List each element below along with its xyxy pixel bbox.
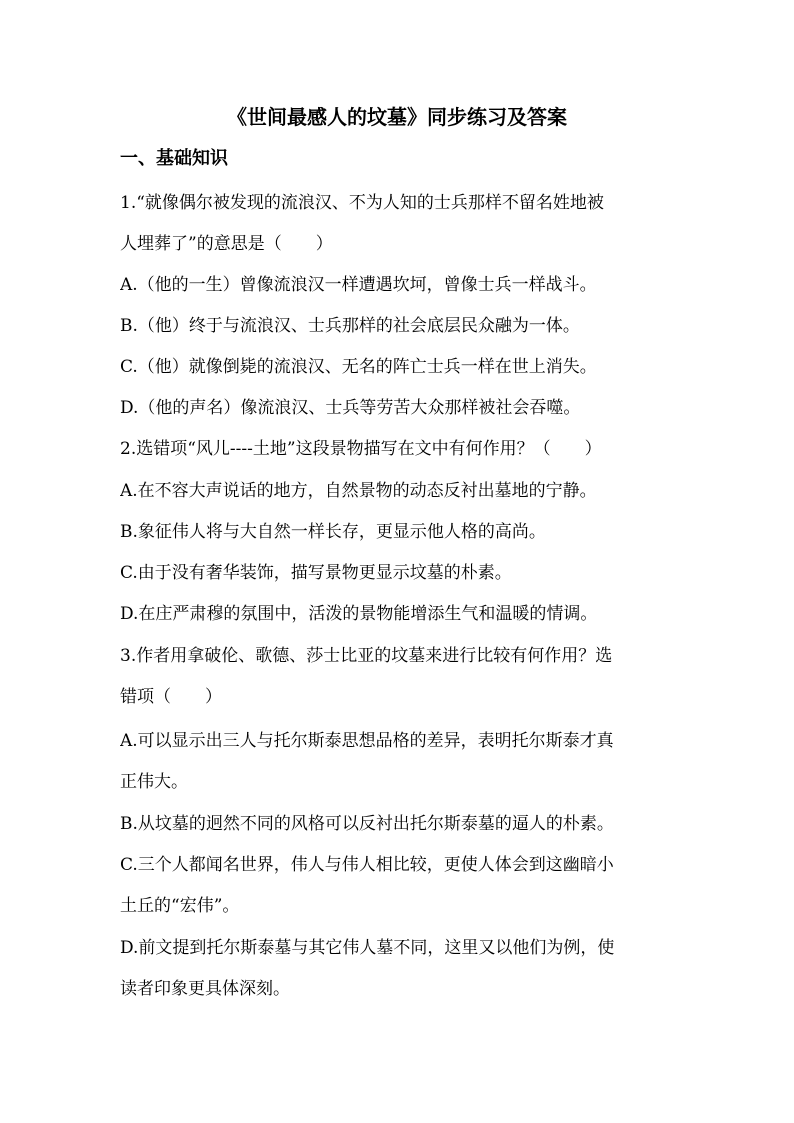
question-2-option-c: C.由于没有奢华装饰，描写景物更显示坟墓的朴素。 <box>120 563 512 583</box>
question-3-option-b: B.从坟墓的迥然不同的风格可以反衬出托尔斯泰墓的逼人的朴素。 <box>120 814 614 834</box>
question-3-option-c-line-1: C.三个人都闻名世界，伟人与伟人相比较，更使人体会到这幽暗小 <box>120 855 614 875</box>
question-2-stem: 2.选错项“风儿----土地”这段景物描写在文中有何作用？（ ） <box>120 439 602 459</box>
question-1-stem-line-2: 人埋葬了”的意思是（ ） <box>120 234 333 254</box>
question-1-option-a: A.（他的一生）曾像流浪汉一样遭遇坎坷，曾像士兵一样战斗。 <box>120 275 597 295</box>
question-3-option-d-line-2: 读者印象更具体深刻。 <box>120 979 290 999</box>
question-2-option-b: B.象征伟人将与大自然一样长存，更显示他人格的高尚。 <box>120 522 546 542</box>
question-2-option-d: D.在庄严肃穆的氛围中，活泼的景物能增添生气和温暖的情调。 <box>120 604 598 624</box>
question-3-option-c-line-2: 土丘的“宏伟”。 <box>120 896 240 916</box>
question-3-option-d-line-1: D.前文提到托尔斯泰墓与其它伟人墓不同，这里又以他们为例，使 <box>120 938 615 958</box>
question-1-option-d: D.（他的声名）像流浪汉、士兵等劳苦大众那样被社会吞噬。 <box>120 398 581 418</box>
question-3-option-a-line-1: A.可以显示出三人与托尔斯泰思想品格的差异，表明托尔斯泰才真 <box>120 731 614 751</box>
question-1-option-b: B.（他）终于与流浪汉、士兵那样的社会底层民众融为一体。 <box>120 316 580 336</box>
question-2-option-a: A.在不容大声说话的地方，自然景物的动态反衬出墓地的宁静。 <box>120 481 597 501</box>
question-3-option-a-line-2: 正伟大。 <box>120 772 188 792</box>
question-1-option-c: C.（他）就像倒毙的流浪汉、无名的阵亡士兵一样在世上消失。 <box>120 357 597 377</box>
document-title: 《世间最感人的坟墓》同步练习及答案 <box>227 105 567 129</box>
question-3-stem-line-2: 错项（ ） <box>120 687 222 707</box>
question-1-stem-line-1: 1.“就像偶尔被发现的流浪汉、不为人知的士兵那样不留名姓地被 <box>120 193 604 213</box>
question-3-stem-line-1: 3.作者用拿破伦、歌德、莎士比亚的坟墓来进行比较有何作用？选 <box>120 646 613 666</box>
section-heading-basic-knowledge: 一、基础知识 <box>120 148 228 169</box>
